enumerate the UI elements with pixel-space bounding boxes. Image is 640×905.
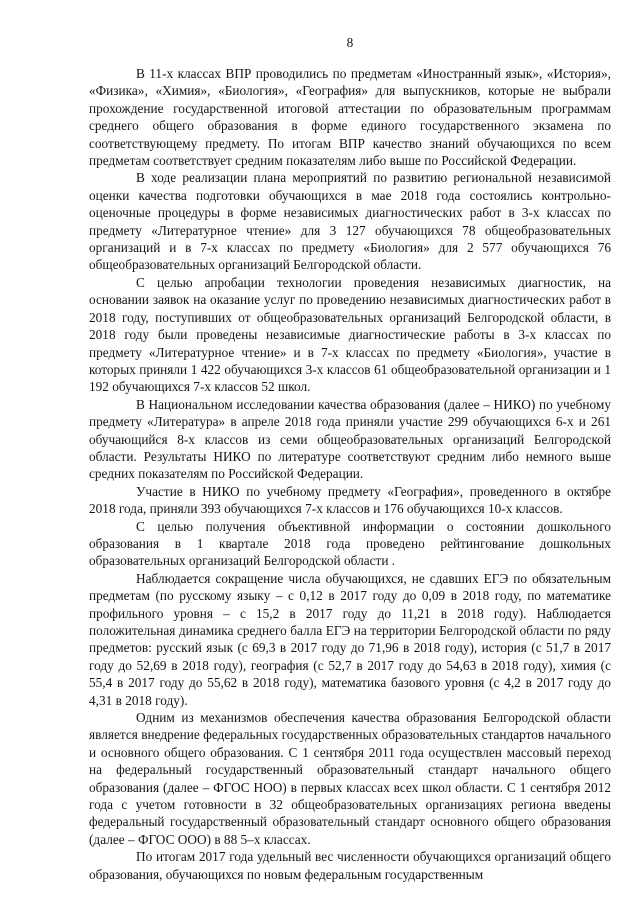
paragraph-independent-diagnostics: С целью апробации технологии проведения независимых диагностик, на основании заявок на оказание услуг по проведению независимых диагностических работ в 2018 году, поступивших от общеобразовательных организаций Белгородской области, в 2018 году были проведены независимые диагностические работы в 3-х классах по предмету «Литературное чтение» и в 7-х классах по предмету «Биология», участие в которых приняли 1 422 обучающихся 3-х классов 61 общеобразовательной организации и 1 192 обучающихся 7-х классов 52 школ. [89,274,611,395]
paragraph-vpr-11-grade: В 11-х классах ВПР проводились по предметам «Иностранный язык», «История», «Физика», «Химия», «Биология», «География» для выпускников, которые не выбрали прохождение государственной итоговой аттестации по образовательным программам среднего общего образования в форме единого государственного экзамена по соответствующему предмету. По итогам ВПР качество знаний обучающихся по всем предметам соответствует средним показателям либо выше по Российской Федерации. [89,66,611,169]
paragraph-preschool-rating: С целью получения объективной информации о состоянии дошкольного образования в 1 квартале 2018 года проведено рейтингование дошкольных образовательных организаций Белгородской области . [89,518,611,569]
paragraph-fgos-standards: Одним из механизмов обеспечения качества образования Белгородской области является внедрение федеральных государственных образовательных стандартов начального и основного общего образования. С 1 сентября 2011 года осуществлен массовый переход на федеральный государственный образовательный стандарт начального общего образования (далее – ФГОС НОО) в первых классах всех школ области. С 1 сентября 2012 года с учетом готовности в 32 общеобразовательных организациях региона введены федеральный государственный образовательный стандарт основного общего образования (далее – ФГОС ООО) в 88 5–х классах. [89,710,611,847]
paragraph-niko-geography: Участие в НИКО по учебному предмету «География», проведенного в октябре 2018 года, приняли 393 обучающихся 7-х классов и 176 обучающихся 10-х классов. [89,483,611,517]
page-number: 8 [346,35,354,50]
document-page [89,34,611,883]
paragraph-regional-assessment: В ходе реализации плана мероприятий по развитию региональной независимой оценки качества подготовки обучающихся в мае 2018 года состоялись контрольно-оценочные процедуры в форме независимых диагностических работ в 3-х классах по предмету «Литературное чтение» для 3 127 обучающихся 78 общеобразовательных организаций и в 7-х классах по предмету «Биология» для 2 577 обучающихся 76 общеобразовательных организаций Белгородской области. [89,170,611,273]
paragraph-niko-literature: В Национальном исследовании качества образования (далее – НИКО) по учебному предмету «Литература» в апреле 2018 года приняли участие 299 обучающихся 6-х и 261 обучающийся 8-х классов из семи общеобразовательных организаций Белгородской области. Результаты НИКО по литературе соответствуют средним либо немного выше средних показателям по Российской Федерации. [89,396,611,482]
paragraph-2017-results: По итогам 2017 года удельный вес численности обучающихся организаций общего образования, обучающихся по новым федеральным государственным [89,849,611,882]
paragraph-ege-results: Наблюдается сокращение числа обучающихся, не сдавших ЕГЭ по обязательным предметам (по русскому языку – с 0,12 в 2017 году до 0,09 в 2018 году, по математике профильного уровня – с 15,2 в 2017 году до 11,21 в 2018 году). Наблюдается положительная динамика среднего балла ЕГЭ на территории Белгородской области по ряду предметов: русский язык (с 69,3 в 2017 году до 71,96 в 2018 году), история (с 51,7 в 2017 году до 52,69 в 2018 году), география (с 52,7 в 2017 году до 54,63 в 2018 году), химия (с 55,4 в 2017 году до 55,62 в 2018 году), математика базового уровня (с 4,2 в 2017 году до 4,31 в 2018 году). [89,570,611,708]
